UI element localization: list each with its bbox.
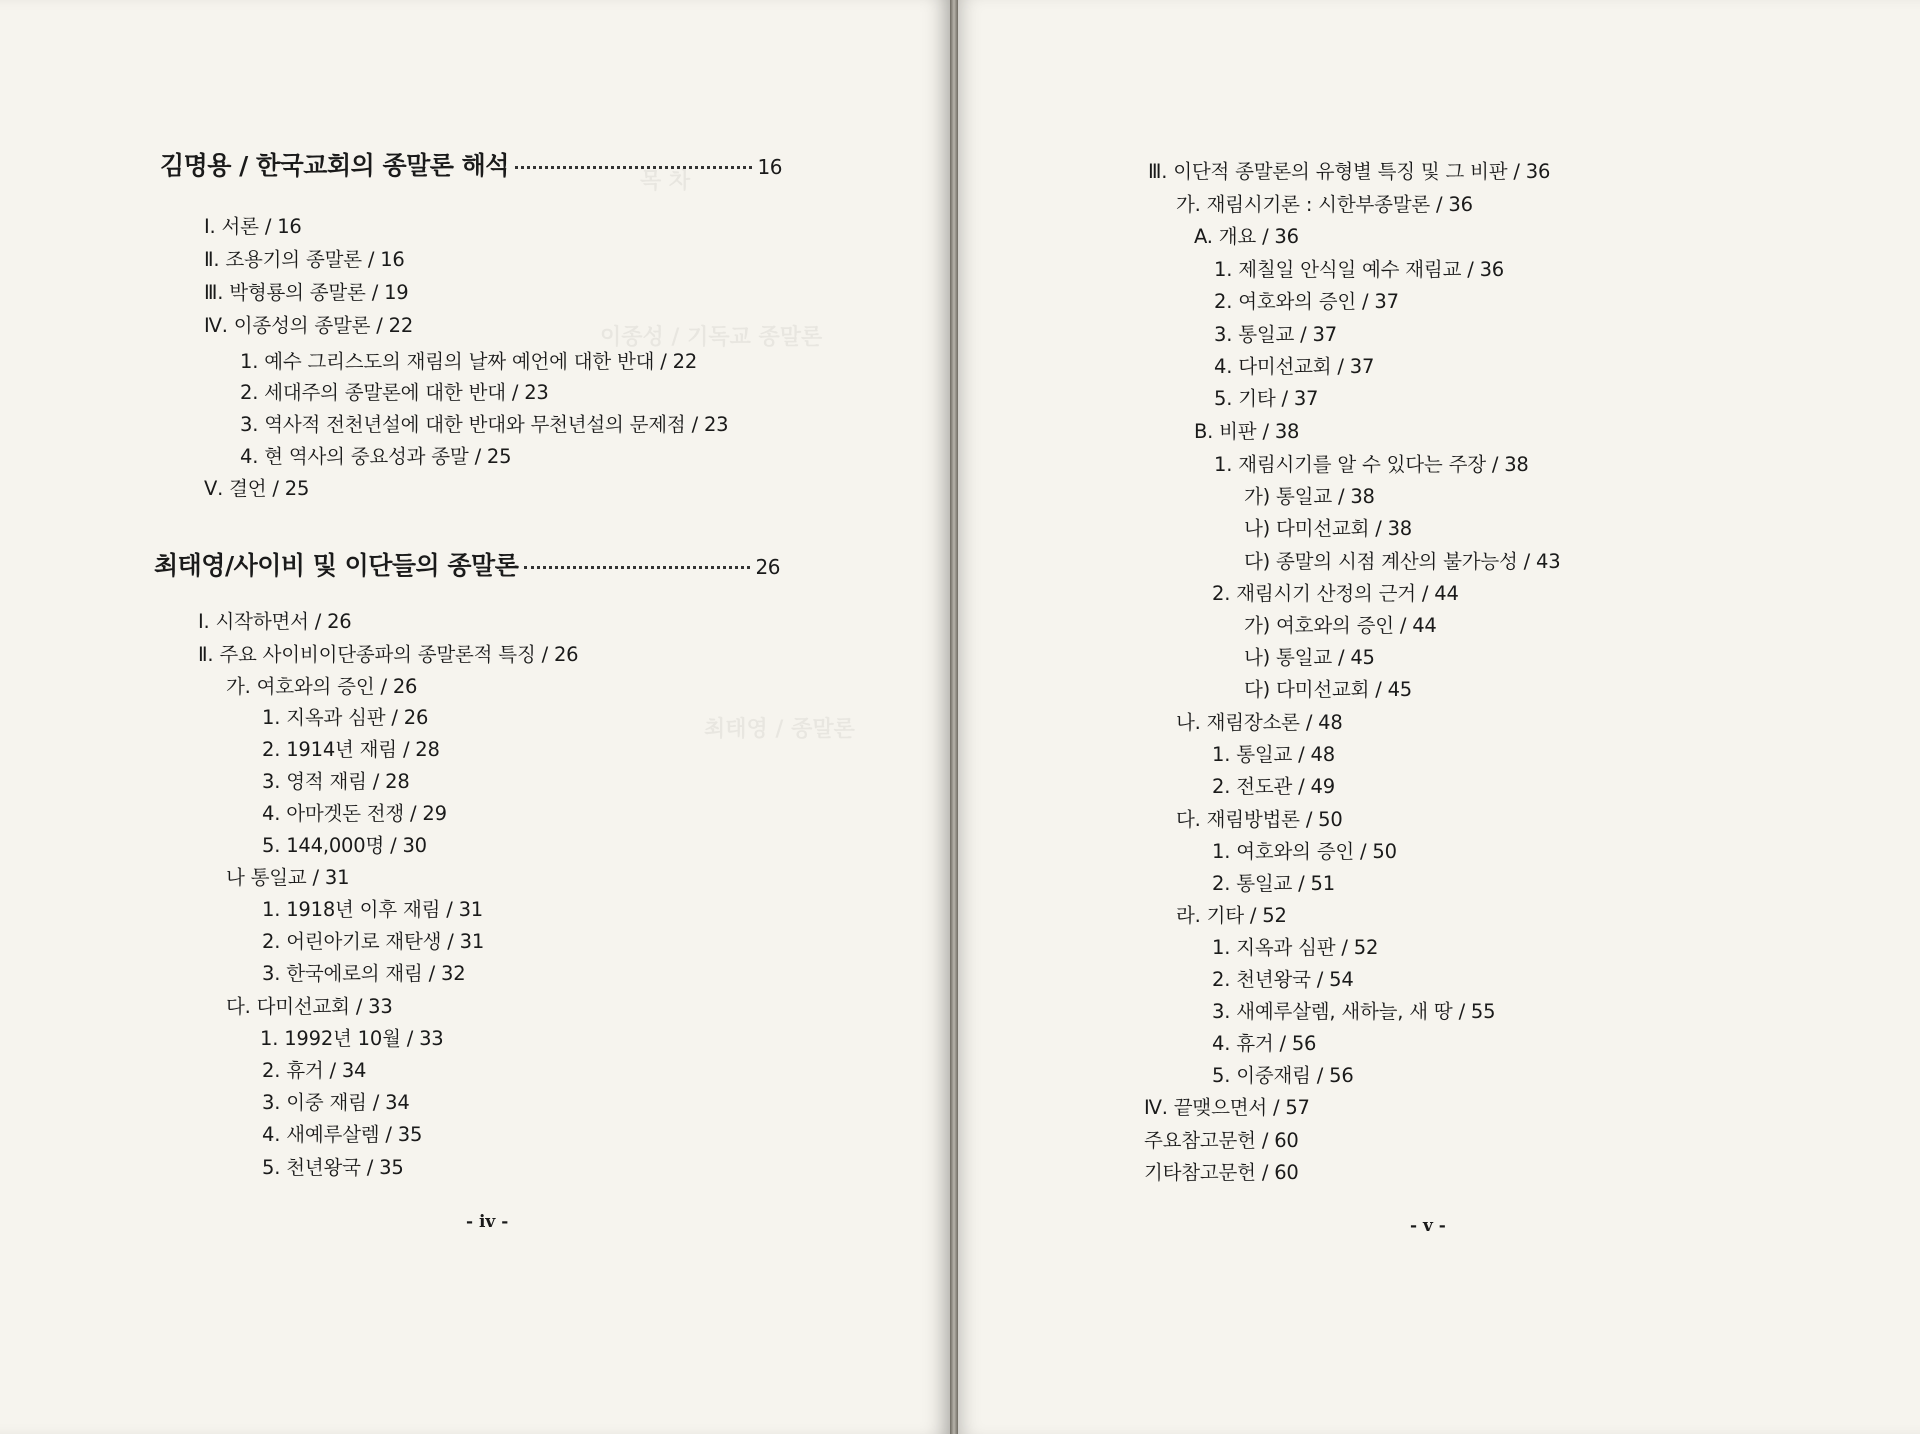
toc-entry: 다) 다미선교회 / 45 xyxy=(1244,678,1413,701)
toc-entry: 나) 통일교 / 45 xyxy=(1244,646,1375,669)
left-page xyxy=(0,0,950,1434)
toc-entry: 5. 이중재림 / 56 xyxy=(1212,1064,1354,1087)
section-heading-title: 최태영/사이비 및 이단들의 종말론 xyxy=(154,551,519,580)
toc-entry: 가. 여호와의 증인 / 26 xyxy=(226,675,418,698)
toc-entry: 1. 여호와의 증인 / 50 xyxy=(1212,840,1397,863)
toc-entry: 1. 제칠일 안식일 예수 재림교 / 36 xyxy=(1214,258,1504,281)
book-spine xyxy=(950,0,958,1434)
toc-entry: 1. 재림시기를 알 수 있다는 주장 / 38 xyxy=(1214,453,1529,476)
toc-entry: 2. 통일교 / 51 xyxy=(1212,872,1335,895)
toc-entry: 가) 통일교 / 38 xyxy=(1244,485,1375,508)
toc-entry: 2. 휴거 / 34 xyxy=(262,1059,367,1082)
toc-entry: 2. 전도관 / 49 xyxy=(1212,775,1335,798)
toc-entry: A. 개요 / 36 xyxy=(1194,225,1299,248)
bleed-through-text: 최태영 / 종말론 xyxy=(704,717,855,742)
section-heading xyxy=(154,546,780,582)
section-heading-page: 26 xyxy=(755,555,780,579)
toc-entry: Ⅱ. 주요 사이비이단종파의 종말론적 특징 / 26 xyxy=(198,643,579,666)
toc-entry: 3. 한국에로의 재림 / 32 xyxy=(262,962,466,985)
toc-entry: 2. 천년왕국 / 54 xyxy=(1212,968,1354,991)
toc-entry: 가) 여호와의 증인 / 44 xyxy=(1244,614,1437,637)
toc-entry: 3. 이중 재림 / 34 xyxy=(262,1091,410,1114)
toc-entry: Ⅳ. 끝맺으면서 / 57 xyxy=(1144,1096,1310,1119)
toc-entry: 라. 기타 / 52 xyxy=(1176,904,1287,927)
toc-entry: 5. 기타 / 37 xyxy=(1214,387,1319,410)
toc-entry: Ⅲ. 이단적 종말론의 유형별 특징 및 그 비판 / 36 xyxy=(1148,160,1551,183)
toc-entry: 나 통일교 / 31 xyxy=(226,866,350,889)
toc-entry: Ⅳ. 이종성의 종말론 / 22 xyxy=(204,314,414,337)
toc-entry: 나. 재림장소론 / 48 xyxy=(1176,711,1343,734)
toc-entry: 나) 다미선교회 / 38 xyxy=(1244,517,1413,540)
toc-entry: 다. 재림방법론 / 50 xyxy=(1176,808,1343,831)
toc-entry: 1. 1918년 이후 재림 / 31 xyxy=(262,898,483,921)
right-page xyxy=(958,0,1920,1434)
toc-entry: 4. 아마겟돈 전쟁 / 29 xyxy=(262,802,447,825)
toc-entry: 1. 통일교 / 48 xyxy=(1212,743,1335,766)
toc-entry: 5. 천년왕국 / 35 xyxy=(262,1156,404,1179)
toc-entry: Ⅱ. 조용기의 종말론 / 16 xyxy=(204,248,405,271)
toc-entry: 4. 새예루살렘 / 35 xyxy=(262,1123,423,1146)
toc-entry: 3. 영적 재림 / 28 xyxy=(262,770,410,793)
toc-entry: Ⅴ. 결언 / 25 xyxy=(204,477,310,500)
bleed-through-text: 이종성 / 기독교 종말론 xyxy=(600,325,823,350)
toc-entry: 2. 재림시기 산정의 근거 / 44 xyxy=(1212,582,1459,605)
toc-entry: Ⅰ. 서론 / 16 xyxy=(204,215,302,238)
toc-entry: 3. 통일교 / 37 xyxy=(1214,323,1337,346)
toc-entry: 다. 다미선교회 / 33 xyxy=(226,995,393,1018)
toc-entry: 1. 예수 그리스도의 재림의 날짜 예언에 대한 반대 / 22 xyxy=(240,350,698,373)
toc-entry: 4. 현 역사의 중요성과 종말 / 25 xyxy=(240,445,512,468)
toc-entry: B. 비판 / 38 xyxy=(1194,420,1300,443)
toc-entry: 3. 새예루살렘, 새하늘, 새 땅 / 55 xyxy=(1212,1000,1496,1023)
page-number: - iv - xyxy=(466,1212,509,1232)
dot-leader xyxy=(515,166,752,169)
page-number: - v - xyxy=(1410,1216,1446,1236)
toc-entry: 5. 144,000명 / 30 xyxy=(262,834,427,857)
toc-entry: 주요참고문헌 / 60 xyxy=(1144,1129,1299,1152)
toc-entry: 2. 1914년 재림 / 28 xyxy=(262,738,440,761)
toc-entry: 2. 세대주의 종말론에 대한 반대 / 23 xyxy=(240,381,549,404)
toc-entry: 2. 여호와의 증인 / 37 xyxy=(1214,290,1399,313)
section-heading-page: 16 xyxy=(757,155,782,179)
section-heading-title: 김명용 / 한국교회의 종말론 해석 xyxy=(160,151,509,180)
toc-entry: 기타참고문헌 / 60 xyxy=(1144,1161,1299,1184)
toc-entry: 3. 역사적 전천년설에 대한 반대와 무천년설의 문제점 / 23 xyxy=(240,413,729,436)
toc-entry: 1. 지옥과 심판 / 26 xyxy=(262,706,429,729)
toc-entry: Ⅰ. 시작하면서 / 26 xyxy=(198,610,352,633)
toc-entry: 4. 다미선교회 / 37 xyxy=(1214,355,1375,378)
toc-entry: 가. 재림시기론 : 시한부종말론 / 36 xyxy=(1176,193,1473,216)
toc-entry: 1. 1992년 10월 / 33 xyxy=(260,1027,444,1050)
bleed-through-text: 목 차 xyxy=(640,169,691,194)
dot-leader xyxy=(524,566,749,569)
toc-entry: 1. 지옥과 심판 / 52 xyxy=(1212,936,1379,959)
toc-entry: 다) 종말의 시점 계산의 불가능성 / 43 xyxy=(1244,550,1561,573)
toc-entry: 2. 어린아기로 재탄생 / 31 xyxy=(262,930,485,953)
toc-entry: Ⅲ. 박형룡의 종말론 / 19 xyxy=(204,281,409,304)
section-heading xyxy=(160,146,782,182)
toc-entry: 4. 휴거 / 56 xyxy=(1212,1032,1317,1055)
